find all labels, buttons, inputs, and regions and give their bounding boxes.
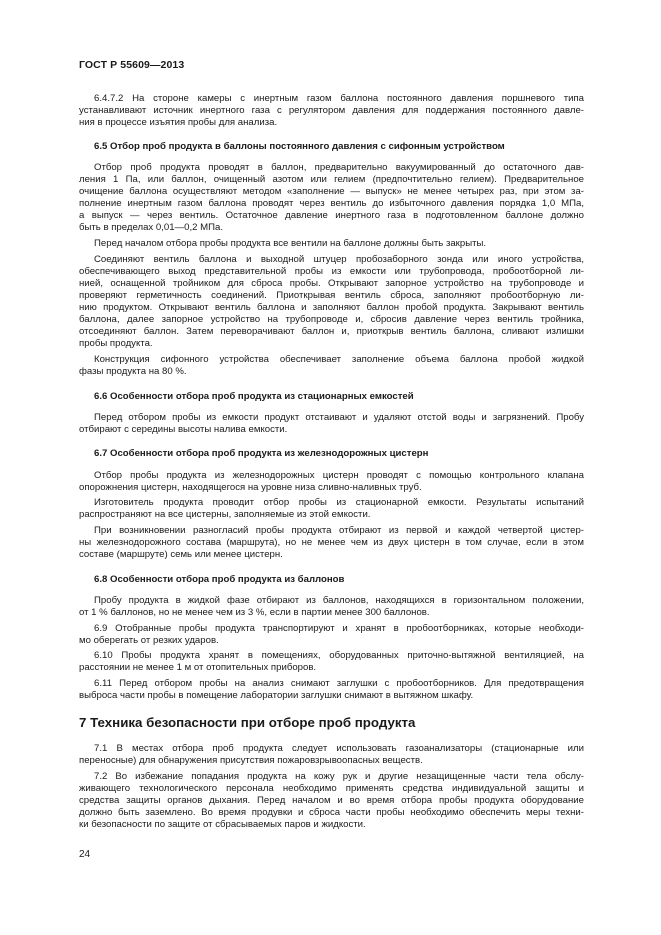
text-line: фазы продукта на 80 %. <box>79 366 187 377</box>
text-line: Соединяют вентиль баллона и выходной штуцер пробозаборного зонда или иного устройства, <box>94 254 584 265</box>
section-heading: 6.6 Особенности отбора проб продукта из стационарных емкостей <box>94 391 414 402</box>
chapter-heading: 7 Техника безопасности при отборе проб продукта <box>79 715 416 730</box>
text-line: должно быть заземлено. Во время продувки и сброса части пробы необходимо обеспечить меры техни- <box>79 807 584 818</box>
text-line: устанавливают источник инертного газа с регулятором давления для поддержания постоянного давле- <box>79 105 584 116</box>
text-line: ния в процессе изъятия пробы для анализа. <box>79 117 278 128</box>
text-line: обеспечивающего выход представительной пробы из емкости или трубопровода, пробоотборной ли- <box>79 266 584 277</box>
text-line: опорожнения цистерн, находящегося на уровне низа сливно-наливных труб. <box>79 482 422 493</box>
text-line: ны железнодорожного состава (маршрута), но не менее чем из двух цистерн в том случае, если в этом <box>79 537 584 548</box>
text-line: 6.4.7.2 На стороне камеры с инертным газом баллона постоянного давления поршневого типа <box>94 93 584 104</box>
text-line: от 1 % баллонов, но не менее чем из 3 %, если в партии менее 300 баллонов. <box>79 607 430 618</box>
text-line: отбирают с середины высоты налива емкости. <box>79 424 288 435</box>
text-line: Отбор пробы продукта из железнодорожных цистерн проводят с помощью контрольного клапана <box>94 470 584 481</box>
text-line: проверяют герметичность соединений. Приоткрывая вентиль сброса, заполняют пробоотборную ли- <box>79 290 584 301</box>
text-line: средства защиты органов дыхания. Перед началом и во время отбора пробы продукта оборудование <box>79 795 584 806</box>
text-line: 7.1 В местах отбора проб продукта следует использовать газоанализаторы (стационарные или <box>94 743 584 754</box>
text-line: Перед отбором пробы из емкости продукт отстаивают и удаляют отстой воды и загрязнений. Пробу <box>94 412 584 423</box>
text-line: мо оберегать от резких ударов. <box>79 635 219 646</box>
text-line: полнение инертным газом баллона проводят через вентиль до избыточного давления порядка 1,0 МПа, <box>79 198 584 209</box>
text-line: ления 1 Па, или баллон, очищенный азотом или гелием (предпочтительно гелием). Предварительное <box>79 174 584 185</box>
text-line: быть в пределах 0,01—0,2 МПа. <box>79 222 224 233</box>
text-line: Отбор проб продукта проводят в баллон, предварительно вакуумированный до остаточного дав- <box>94 162 584 173</box>
text-line: Изготовитель продукта проводит отбор пробы из стационарной емкости. Результаты испытаний <box>94 497 584 508</box>
text-line: выброса части пробы в помещение лаборатории заглушки снимают в вытяжном шкафу. <box>79 690 474 701</box>
text-line: переносные) для обнаружения присутствия пожаровзрывоопасных веществ. <box>79 755 423 766</box>
text-line: распространяют на все цистерны, заполняемые из этой емкости. <box>79 509 371 520</box>
text-line: 6.11 Перед отбором пробы на анализ снимают заглушки с пробоотборников. Для предотвращения <box>94 678 584 689</box>
section-heading: 6.5 Отбор проб продукта в баллоны постоянного давления с сифонным устройством <box>94 141 505 152</box>
text-line: При возникновении разногласий пробы продукта отбирают из первой и каждой четвертой цистер- <box>94 525 584 536</box>
document-code: ГОСТ Р 55609—2013 <box>79 59 185 71</box>
section-heading: 6.7 Особенности отбора проб продукта из железнодорожных цистерн <box>94 448 429 459</box>
text-line: 7.2 Во избежание попадания продукта на кожу рук и другие незащищенные части тела обслу- <box>94 771 584 782</box>
text-line: Конструкция сифонного устройства обеспечивает заполнение объема баллона пробой жидкой <box>94 354 584 365</box>
text-line: 6.10 Пробы продукта хранят в помещениях, оборудованных приточно-вытяжной вентиляцией, на <box>94 650 584 661</box>
text-line: отсоединяют баллон. Затем переворачивают баллон и, приоткрыв вентиль баллона, сливают излишки <box>79 326 584 337</box>
text-line: очищение баллона осуществляют методом «заполнение — выпуск» не менее четырех раз, при этом за- <box>79 186 584 197</box>
section-heading: 6.8 Особенности отбора проб продукта из баллонов <box>94 574 345 585</box>
text-line: Пробу продукта в жидкой фазе отбирают из баллонов, находящихся в горизонтальном положении, <box>94 595 584 606</box>
page-number: 24 <box>79 849 91 860</box>
text-line: 6.9 Отобранные пробы продукта транспортируют и хранят в пробоотборниках, которые необходи- <box>94 623 584 634</box>
text-line: а выпуск — через вентиль. Остаточное давление инертного газа в подготовленном баллоне должно <box>79 210 584 221</box>
text-line: Перед началом отбора пробы продукта все вентили на баллоне должны быть закрыты. <box>94 238 487 249</box>
text-line: ки безопасности по защите от сбрасываемых паров и жидкости. <box>79 819 366 830</box>
text-line: нией, оснащенной тройником для сброса пробы. Открывают запорное устройство на трубопроводе и <box>79 278 584 289</box>
text-line: баллона, далее запорное устройство на трубопроводе и, сбросив давление через вентиль тройника, <box>79 314 584 325</box>
text-line: пробы продукта. <box>79 338 153 349</box>
text-line: составе (маршруте) семь или менее цистерн. <box>79 549 283 560</box>
text-line: живающего технологического персонала необходимо применять средства индивидуальной защиты и <box>79 783 584 794</box>
text-line: нию продуктом. Открывают вентиль баллона и заполняют баллон пробой продукта. Закрывают вентиль <box>79 302 584 313</box>
text-line: расстоянии не менее 1 м от отопительных приборов. <box>79 662 317 673</box>
